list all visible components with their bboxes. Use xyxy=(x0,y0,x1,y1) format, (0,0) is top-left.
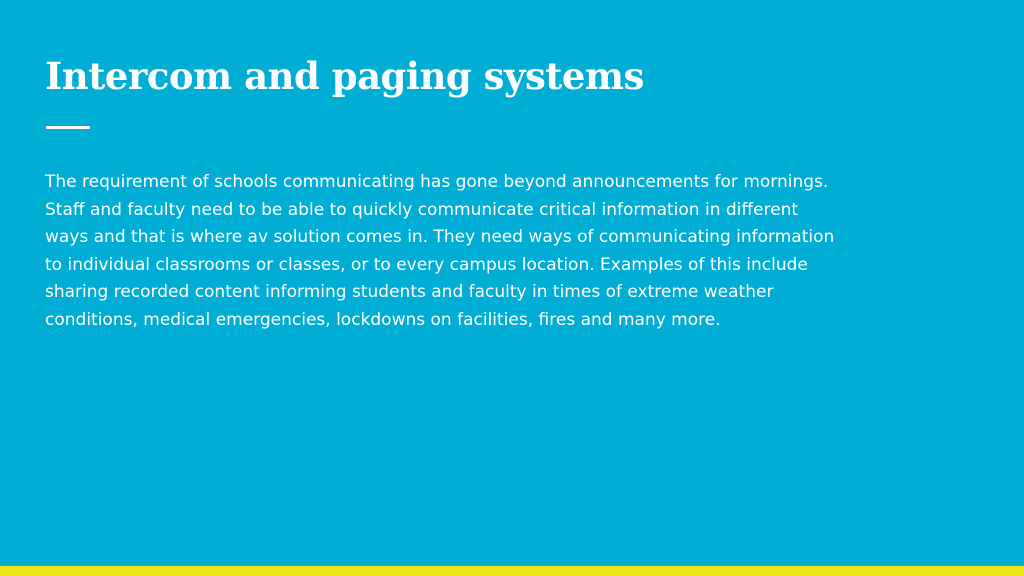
body-line: to individual classrooms or classes, or to every campus location. Examples of this include xyxy=(45,254,808,275)
title-underline xyxy=(46,126,90,129)
body-line: conditions, medical emergencies, lockdowns on facilities, fires and many more. xyxy=(45,309,721,330)
slide-title: Intercom and paging systems xyxy=(45,54,644,98)
body-line: The requirement of schools communicating has gone beyond announcements for mornings. xyxy=(45,172,829,192)
slide-body-text xyxy=(45,169,995,334)
body-line: sharing recorded content informing students and faculty in times of extreme weather xyxy=(45,282,774,302)
body-line: ways and that is where av solution comes in. They need ways of communicating information xyxy=(45,227,835,247)
footer-accent-bar xyxy=(0,566,1024,576)
body-line: Staff and faculty need to be able to quickly communicate critical information in different xyxy=(45,199,799,220)
